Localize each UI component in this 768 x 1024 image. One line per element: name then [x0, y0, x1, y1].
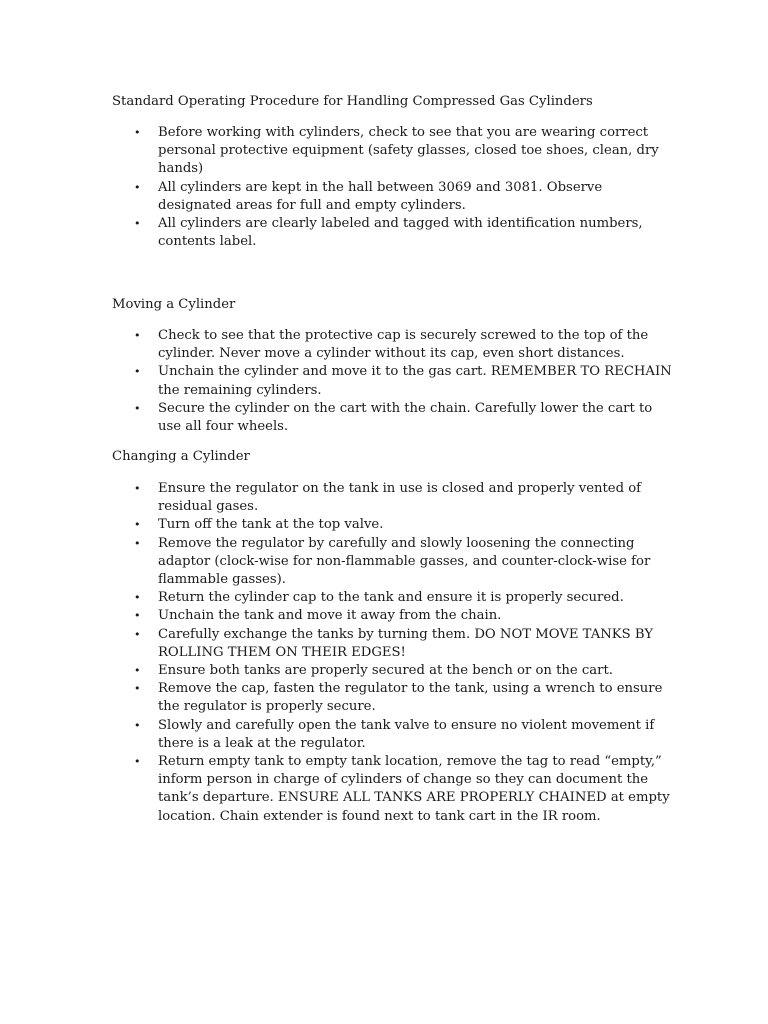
list-item-text: Slowly and carefully open the tank valve to ensure no violent movement if there is a leak at the regulator.	[158, 717, 655, 751]
list-item-text: Ensure both tanks are properly secured at the bench or on the cart.	[158, 663, 613, 679]
bullet-icon: •	[134, 591, 141, 605]
document-title: Standard Operating Procedure for Handling Compressed Gas Cylinders	[112, 94, 593, 109]
list-item	[112, 516, 672, 534]
bullet-icon: •	[134, 180, 141, 194]
list-item	[112, 363, 672, 399]
list-item	[112, 400, 672, 436]
list-item	[112, 327, 672, 363]
list-item-text: Secure the cylinder on the cart with the chain. Carefully lower the cart to use all four wheels.	[158, 400, 653, 435]
list-item-text: All cylinders are kept in the hall between 3069 and 3081. Observe designated areas for full and empty cylinders.	[158, 179, 603, 213]
list-item-text: Unchain the tank and move it away from the chain.	[158, 608, 502, 624]
bullet-icon: •	[134, 482, 141, 495]
list-item	[112, 680, 672, 716]
list-item	[112, 753, 672, 826]
list-item-text: Return the cylinder cap to the tank and ensure it is properly secured.	[158, 590, 624, 606]
bullet-icon: •	[134, 718, 141, 732]
list-item	[112, 535, 672, 590]
list-item-text: Turn off the tank at the top valve.	[158, 517, 384, 533]
list-item	[112, 607, 672, 625]
list-item-text: Carefully exchange the tanks by turning them. DO NOT MOVE TANKS BY ROLLING THEM ON THEIR EDGES!	[158, 626, 654, 660]
list-item-text: Remove the regulator by carefully and slowly loosening the connecting adaptor (clock-wise for non-flammable gasses, and counter-clock-wise for flammable gasses).	[158, 535, 651, 588]
list-item-text: Return empty tank to empty tank location, remove the tag to read “empty,” inform person in charge of cylinders of change so they can document the tank’s departure. ENSURE ALL TANKS ARE PROPERLY CHAINED at empty location. Chain extender is found next to tank cart in the IR room.	[158, 754, 670, 824]
changing-list	[112, 480, 672, 826]
bullet-icon: •	[134, 682, 141, 696]
bullet-icon: •	[134, 365, 141, 379]
list-item-text: Check to see that the protective cap is securely screwed to the top of the cylinder. Never move a cylinder without its cap, even short distances.	[158, 328, 649, 362]
list-item	[112, 179, 672, 215]
list-item-text: Ensure the regulator on the tank in use is closed and properly vented of residual gases.	[158, 481, 642, 515]
list-item	[112, 626, 672, 662]
bullet-icon: •	[134, 401, 141, 415]
bullet-icon: •	[134, 126, 141, 139]
list-item	[112, 215, 672, 251]
list-item-text: Before working with cylinders, check to see that you are wearing correct personal protective equipment (safety glasses, closed toe shoes, clean, dry hands)	[158, 125, 659, 177]
list-item-text: Remove the cap, fasten the regulator to the tank, using a wrench to ensure the regulator is properly secure.	[158, 681, 663, 715]
list-item	[112, 717, 672, 753]
intro-list	[112, 124, 672, 251]
list-item	[112, 589, 672, 607]
moving-list	[112, 327, 672, 436]
bullet-icon: •	[134, 755, 141, 769]
bullet-icon: •	[134, 329, 141, 342]
bullet-icon: •	[134, 518, 141, 532]
list-item-text: All cylinders are clearly labeled and tagged with identification numbers, contents label.	[158, 216, 643, 250]
list-item	[112, 480, 672, 516]
list-item-text: Unchain the cylinder and move it to the gas cart. REMEMBER TO RECHAIN the remaining cylinders.	[158, 364, 672, 398]
bullet-icon: •	[134, 664, 141, 678]
bullet-icon: •	[134, 217, 141, 231]
list-item	[112, 124, 672, 179]
changing-heading: Changing a Cylinder	[112, 449, 250, 464]
bullet-icon: •	[134, 627, 141, 641]
list-item	[112, 662, 672, 680]
bullet-icon: •	[134, 536, 141, 550]
moving-heading: Moving a Cylinder	[112, 297, 236, 312]
bullet-icon: •	[134, 609, 141, 623]
